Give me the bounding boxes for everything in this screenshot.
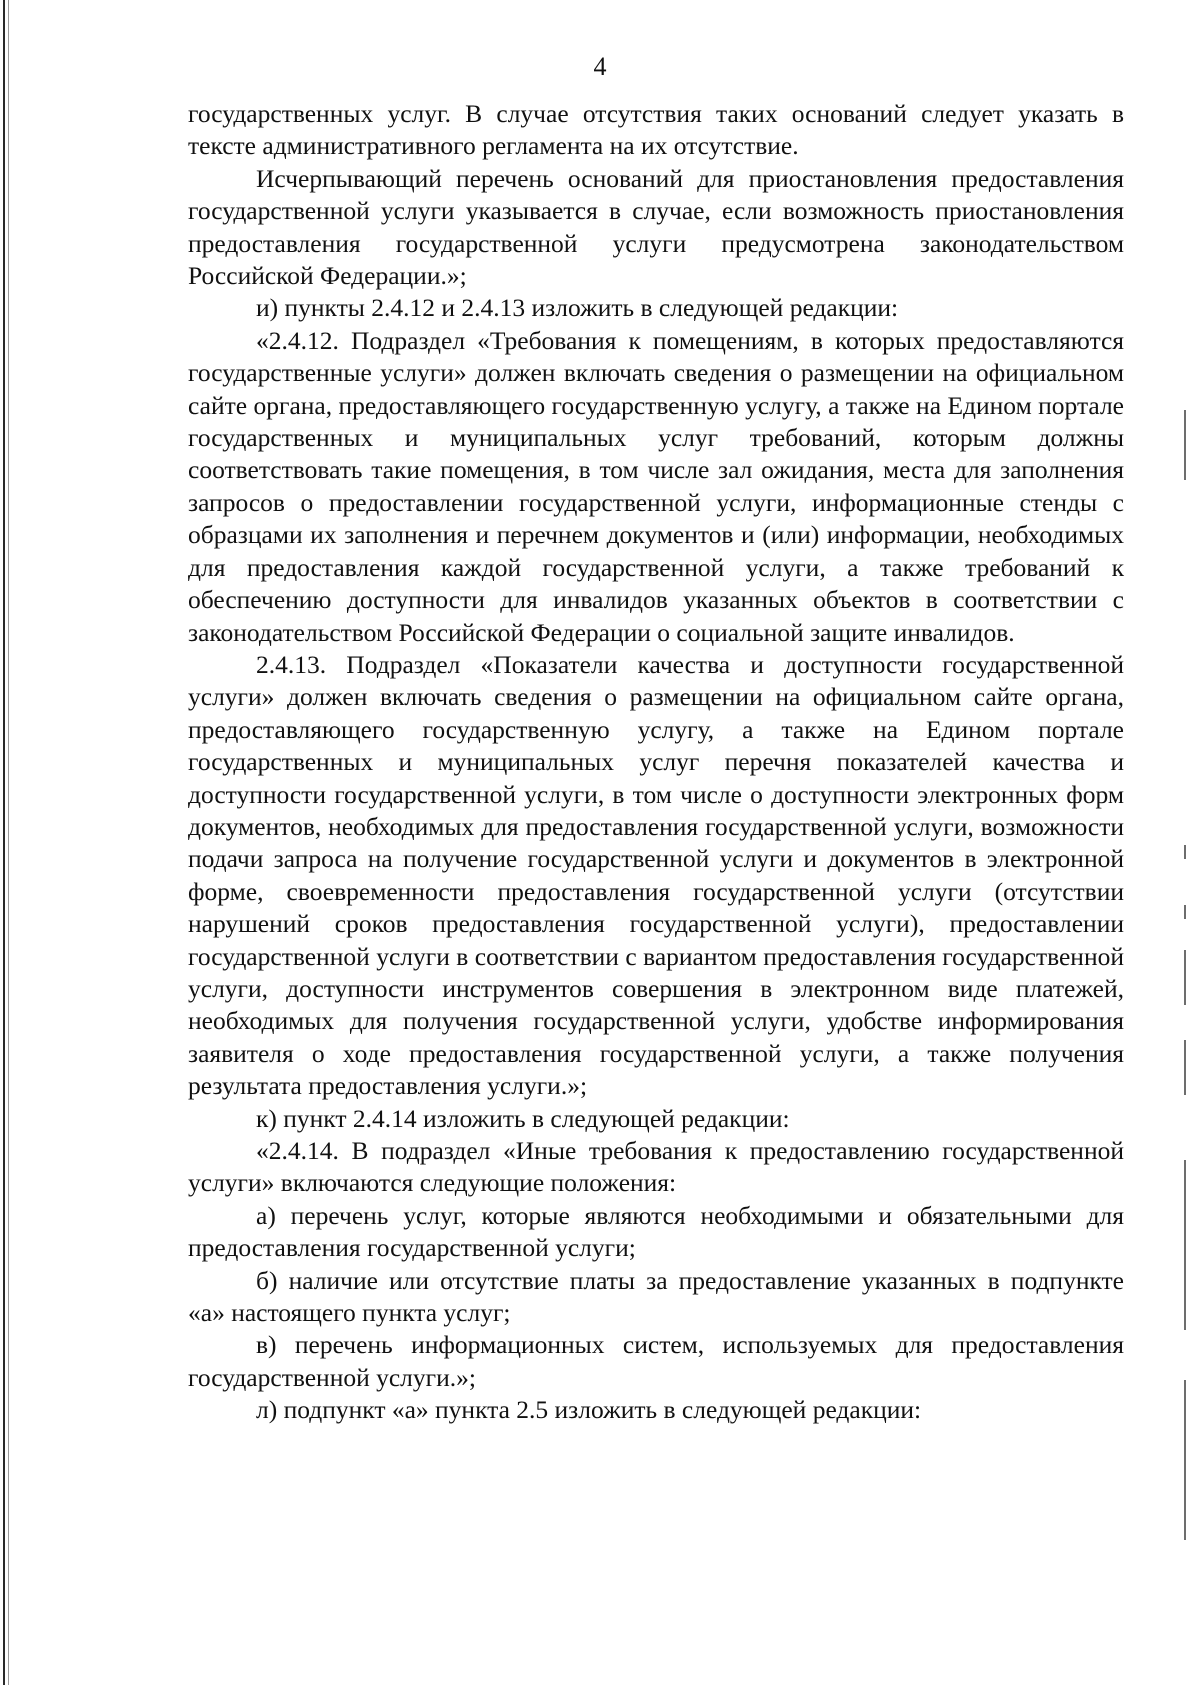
scan-edge — [3, 0, 5, 1685]
paragraph: государственных услуг. В случае отсутствия таких оснований следует указать в тексте административного регламента на их отсутствие. — [188, 99, 1124, 161]
scan-artifact — [1184, 1040, 1186, 1095]
paragraph: и) пункты 2.4.12 и 2.4.13 изложить в следующей редакции: — [256, 293, 899, 323]
paragraph: «2.4.14. В подраздел «Иные требования к предоставлению государственной услуги» включаются следующие положения: — [188, 1136, 1124, 1198]
paragraph: в) перечень информационных систем, используемых для предоставления государственной услуги.»; — [188, 1330, 1124, 1392]
document-body — [188, 98, 1124, 1427]
scan-artifact — [1184, 845, 1186, 859]
scan-artifact — [1184, 1160, 1186, 1330]
paragraph: «2.4.12. Подраздел «Требования к помещениям, в которых предоставляются государственные услуги» должен включать сведения о размещении на официальном сайте органа, предоставляющего государственную услугу, а также на Едином портале государственных и муниципальных услуг требований, которым должны соответствовать такие помещения, в том числе зал ожидания, места для заполнения запросов о предоставлении государственной услуги, информационные стенды с образцами их заполнения и перечнем документов и (или) информации, необходимых для предоставления каждой государственной услуги, а также требований к обеспечению доступности для инвалидов указанных объектов в соответствии с законодательством Российской Федерации о социальной защите инвалидов. — [188, 325, 1124, 647]
page-number: 4 — [593, 52, 607, 81]
paragraph: а) перечень услуг, которые являются необходимыми и обязательными для предоставления государственной услуги; — [188, 1200, 1124, 1263]
paragraph: л) подпункт «а» пункта 2.5 изложить в следующей редакции: — [256, 1395, 922, 1425]
paragraph: 2.4.13. Подраздел «Показатели качества и доступности государственной услуги» должен включать сведения о размещении на официальном сайте органа, предоставляющего государственную услугу, а также на Едином портале государственных и муниципальных услуг перечня показателей качества и доступности государственной услуги, в том числе о доступности электронных форм документов, необходимых для предоставления государственной услуги, возможности подачи запроса на получение государственной услуги и документов в электронной форме, своевременности предоставления государственной услуги (отсутствии нарушений сроков предоставления государственной услуги), предоставлении государственной услуги в соответствии с вариантом предоставления государственной услуги, доступности инструментов совершения в электронном виде платежей, необходимых для получения государственной услуги, удобстве информирования заявителя о ходе предоставления государственной услуги, а также получения результата предоставления услуги.»; — [188, 649, 1124, 1101]
scan-artifact — [1184, 410, 1186, 480]
paragraph: Исчерпывающий перечень оснований для приостановления предоставления государственной услуги указывается в случае, если возможность приостановления предоставления государственной услуги предусмотрена законодательством Российской Федерации.»; — [188, 163, 1124, 291]
scan-artifact — [1184, 905, 1186, 919]
paragraph: к) пункт 2.4.14 изложить в следующей редакции: — [256, 1103, 790, 1133]
paragraph: б) наличие или отсутствие платы за предоставление указанных в подпункте «а» настоящего пункта услуг; — [188, 1265, 1124, 1328]
scan-edge — [8, 0, 9, 1685]
scan-artifact — [1184, 950, 1186, 1005]
scan-artifact — [1184, 1380, 1186, 1540]
